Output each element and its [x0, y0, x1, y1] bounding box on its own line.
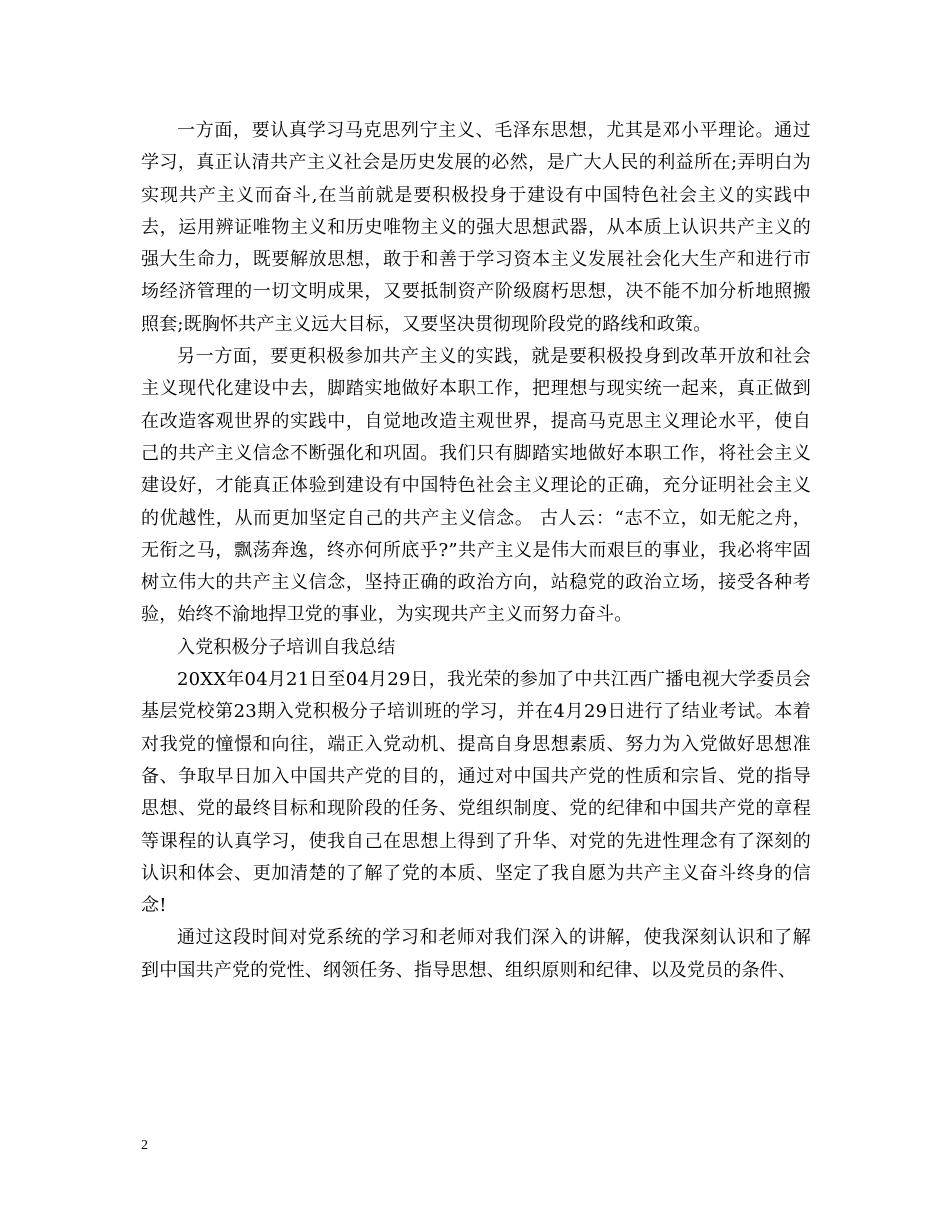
document-body: [141, 115, 811, 987]
paragraph-practice: 另一方面，要更积极参加共产主义的实践，就是要积极投身到改革开放和社会主义现代化建设中去，脚踏实地做好本职工作，把理想与现实统一起来，真正做到在改造客观世界的实践中，自觉地改造主观世界，提高马克思主义理论水平，使自己的共产主义信念不断强化和巩固。我们只有脚踏实地做好本职工作，将社会主义建设好，才能真正体验到建设有中国特色社会主义理论的正确，充分证明社会主义的优越性，从而更加坚定自己的共产主义信念。 古人云：“志不立，如无舵之舟，无衔之马，飘荡奔逸，终亦何所底乎?”共产主义是伟大而艰巨的事业，我必将牢固树立伟大的共产主义信念，坚持正确的政治方向，站稳党的政治立场，接受各种考验，始终不渝地捍卫党的事业，为实现共产主义而努力奋斗。: [141, 346, 811, 626]
section-heading: 入党积极分子培训自我总结: [177, 636, 396, 658]
paragraph-training-summary: 20XX年04月21日至04月29日，我光荣的参加了中共江西广播电视大学委员会基层党校第23期入党积极分子培训班的学习，并在4月29日进行了结业考试。本着对我党的憧憬和向往，端正入党动机、提高自身思想素质、努力为入党做好思想准备、争取早日加入中国共产党的目的，通过对中国共产党的性质和宗旨、党的指导思想、党的最终目标和现阶段的任务、党组织制度、党的纪律和中国共产党的章程等课程的认真学习，使我自己在思想上得到了升华、对党的先进性理念有了深刻的认识和体会、更加清楚的了解了党的本质、坚定了我自愿为共产主义奋斗终身的信念!: [141, 669, 811, 917]
paragraph-learning-outcome: 通过这段时间对党系统的学习和老师对我们深入的讲解，使我深刻认识和了解到中国共产党的党性、纲领任务、指导思想、组织原则和纪律、以及党员的条件、: [141, 927, 811, 981]
page-number: 2: [141, 1138, 148, 1153]
paragraph-study-theory: 一方面，要认真学习马克思列宁主义、毛泽东思想，尤其是邓小平理论。通过学习，真正认清共产主义社会是历史发展的必然，是广大人民的利益所在;弄明白为实现共产主义而奋斗,在当前就是要积极投身于建设有中国特色社会主义的实践中去，运用辨证唯物主义和历史唯物主义的强大思想武器，从本质上认识共产主义的强大生命力，既要解放思想，敢于和善于学习资本主义发展社会化大生产和进行市场经济管理的一切文明成果，又要抵制资产阶级腐朽思想，决不能不加分析地照搬照套;既胸怀共产主义远大目标，又要坚决贯彻现阶段党的路线和政策。: [141, 120, 811, 335]
